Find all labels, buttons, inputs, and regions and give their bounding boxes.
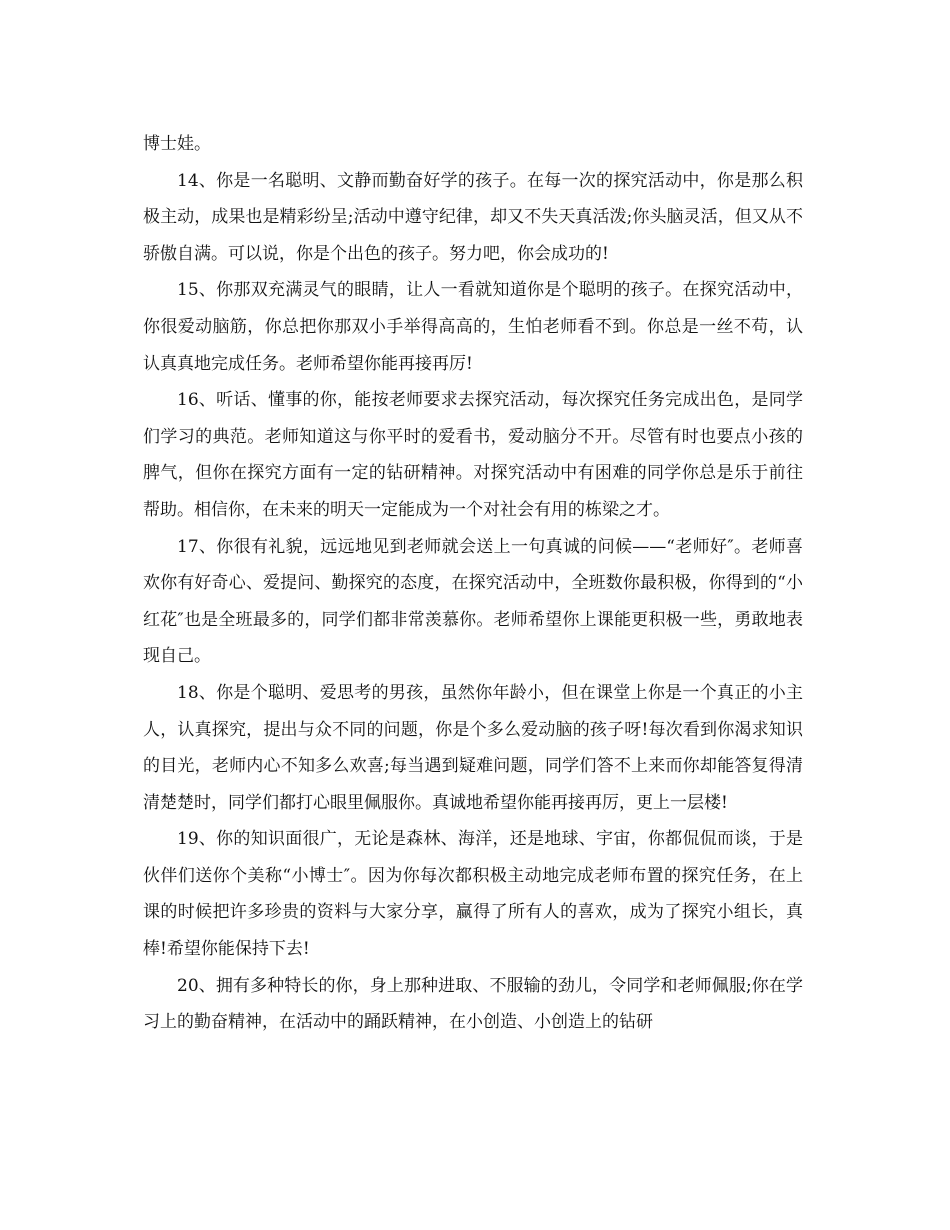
paragraph-17: 17、你很有礼貌，远远地见到老师就会送上一句真诚的问候——“老师好″。老师喜欢你有好奇心、爱提问、勤探究的态度，在探究活动中，全班数你最积极，你得到的“小红花″也是全班最多的，同学们都非常羡慕你。老师希望你上课能更积极一些，勇敢地表现自己。 xyxy=(143,536,803,667)
paragraph-20: 20、拥有多种特长的你，身上那种进取、不服输的劲儿，令同学和老师佩服;你在学习上的勤奋精神，在活动中的踊跃精神，在小创造、小创造上的钻研 xyxy=(143,975,803,1033)
paragraph-18: 18、你是个聪明、爱思考的男孩，虽然你年龄小，但在课堂上你是一个真正的小主人，认真探究，提出与众不同的问题，你是个多么爱动脑的孩子呀!每次看到你渴求知识的目光，老师内心不知多么欢喜;每当遇到疑难问题，同学们答不上来而你却能答复得清清楚楚时，同学们都打心眼里佩服你。真诚地希望你能再接再厉，更上一层楼! xyxy=(143,682,803,813)
paragraph-14: 14、你是一名聪明、文静而勤奋好学的孩子。在每一次的探究活动中，你是那么积极主动，成果也是精彩纷呈;活动中遵守纪律，却又不失天真活泼;你头脑灵活，但又从不骄傲自满。可以说，你是个出色的孩子。努力吧，你会成功的! xyxy=(143,170,803,264)
paragraph-continuation: 博士娃。 xyxy=(143,134,211,154)
document-body xyxy=(143,126,803,1041)
paragraph-15: 15、你那双充满灵气的眼睛，让人一看就知道你是个聪明的孩子。在探究活动中，你很爱动脑筋，你总把你那双小手举得高高的，生怕老师看不到。你总是一丝不苟，认认真真地完成任务。老师希望你能再接再厉! xyxy=(143,280,803,374)
paragraph-16: 16、听话、懂事的你，能按老师要求去探究活动，每次探究任务完成出色，是同学们学习的典范。老师知道这与你平时的爱看书，爱动脑分不开。尽管有时也要点小孩的脾气，但你在探究方面有一定的钻研精神。对探究活动中有困难的同学你总是乐于前往帮助。相信你，在未来的明天一定能成为一个对社会有用的栋梁之才。 xyxy=(143,390,803,520)
paragraph-19: 19、你的知识面很广，无论是森林、海洋，还是地球、宇宙，你都侃侃而谈，于是伙伴们送你个美称“小博士″。因为你每次都积极主动地完成老师布置的探究任务，在上课的时候把许多珍贵的资料与大家分享，赢得了所有人的喜欢，成为了探究小组长，真棒!希望你能保持下去! xyxy=(143,829,803,960)
